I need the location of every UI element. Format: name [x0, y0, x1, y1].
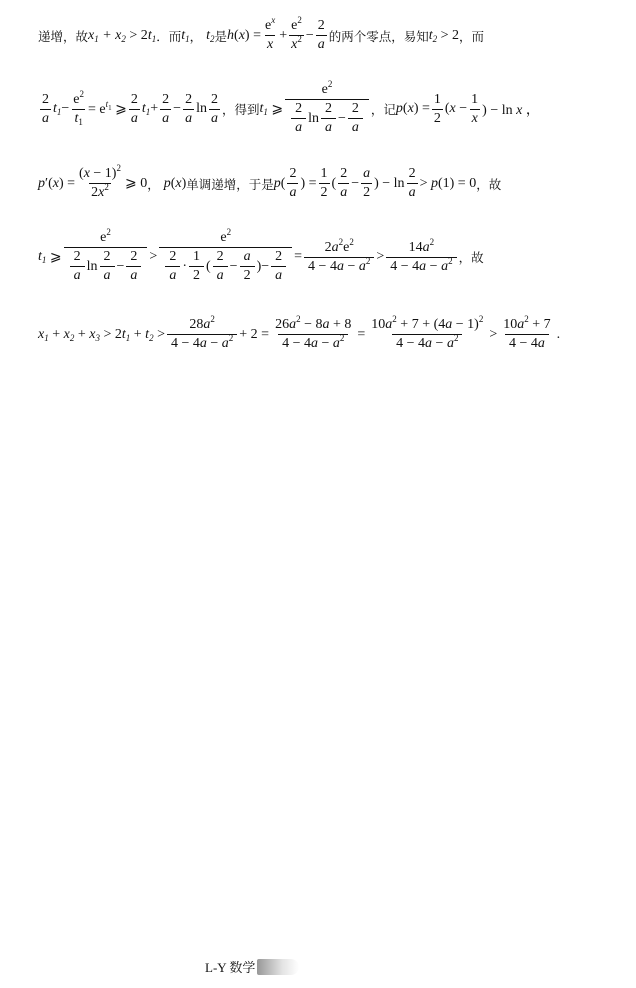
text-run: 是 — [214, 28, 228, 44]
text-run: ，故 — [458, 250, 484, 266]
formula: h(x) = — [227, 27, 261, 43]
fraction: $e^2$ $\frac{2}{a}$ ln $\frac{2}{a}$ − $\frac{2}{a}$ — [285, 82, 369, 136]
text-run: 的两个零点，易知 — [328, 28, 429, 44]
fraction: $\frac{2}{a}$ — [162, 91, 170, 126]
formula: $t_2$ — [206, 27, 215, 44]
text-run: ．而 — [156, 28, 182, 44]
fraction: $\frac{14a^2}{4 - 4a - a^2}$ — [386, 240, 456, 275]
formula: $t_2 > 2$ — [428, 27, 460, 44]
fraction: $\frac{2}{a}$ — [130, 91, 138, 126]
fraction: $\frac{2}{a}$ — [210, 91, 218, 126]
fraction: $\frac{2a^2e^2}{4 - 4a - a^2}$ — [304, 240, 374, 275]
fraction: $\frac{1}{2}$ — [433, 91, 441, 126]
fraction: $\frac{2}{a}$ — [408, 166, 416, 201]
fraction: $\frac{(x - 1)^2}{2x^2}$ — [79, 163, 121, 201]
fraction: $\frac{e^2}{t_1}$ — [73, 88, 85, 127]
math-line-5: $x_1 + x_2 + x_3 > 2t_1 + t_2$ > $\frac{28a^2}{4 - 4a - a^2}$ + 2 = $\frac{26a^2 - 8a + 8}{4 - 4a - a^2}$ = $\frac{10a^2 + 7 + (4a - 1)^2}{4 - 4a - a^2}$ > $\frac{10a^2 + 7}{4 - 4a}$ . — [38, 314, 561, 352]
fraction: $\frac{28a^2}{4 - 4a - a^2}$ — [167, 317, 237, 352]
math-line-2: $\frac{2}{a}$ $t_1$ − $\frac{e^2}{t_1}$ = $e^{t_1}$ ⩾ $\frac{2}{a}$ $t_1$ + $\frac{2}{a}$ − $\frac{2}{a}$ ln $\frac{2}{a}$ ，得到 $t_1$ ⩾ $e^2$ $\frac{2}{a}$ ln $\frac{2}{a}$ − $\frac{2}{a}$ ，记 p(x) = $\frac{1}{2}$ (x − $\frac{1}{x}$ ) − ln x ， — [42, 79, 540, 136]
text-run: 单调递增，于是 — [186, 176, 274, 192]
math-line-4: $t_1$ ⩾ $e^2$ $\frac{2}{a}$ ln $\frac{2}{a}$ − $\frac{2}{a}$ > $e^2$ $\frac{2}{a}$ · $\frac{1}{2}$ ( $\frac{2}{a}$ − $\frac{a}{2}$ )− $\frac{2}{a}$ = $\frac{2a^2e^2}{4 - 4a - a^2}$ > $\frac{14a^2}{4 - 4a - a^2}$ ，故 — [38, 227, 484, 284]
footer-fade-mark — [257, 959, 299, 975]
fraction: $\frac{e^x}{x}$ — [264, 15, 276, 53]
fraction: $\frac{10a^2 + 7 + (4a - 1)^2}{4 - 4a - a^2}$ — [371, 314, 484, 352]
fraction: $e^2$ $\frac{2}{a}$ · $\frac{1}{2}$ ( $\frac{2}{a}$ − $\frac{a}{2}$ )− $\frac{2}{a}$ — [159, 230, 292, 284]
text-run: ，故 — [476, 176, 502, 192]
text-run: ， — [189, 28, 203, 44]
footer-label: L-Y 数学 — [205, 960, 256, 975]
fraction: $\frac{2}{a}$ — [185, 91, 193, 126]
fraction: $\frac{26a^2 - 8a + 8}{4 - 4a - a^2}$ — [275, 314, 352, 352]
text-run: ， — [147, 176, 160, 192]
fraction: $\frac{e^2}{x^2}$ — [291, 15, 302, 53]
fraction: $e^2$ $\frac{2}{a}$ ln $\frac{2}{a}$ − $\frac{2}{a}$ — [64, 230, 148, 284]
text-run: ，得到 — [221, 102, 260, 118]
page-footer — [205, 957, 299, 976]
fraction: $\frac{2}{a}$ — [289, 166, 297, 201]
fraction: $\frac{2}{a}$ — [317, 18, 325, 53]
math-line-3: p′(x) = $\frac{(x - 1)^2}{2x^2}$ ⩾ 0 ， p(x) 单调递增，于是 p ( $\frac{2}{a}$ ) = $\frac{1}{2}$ ( $\frac{2}{a}$ − $\frac{a}{2}$ ) − ln $\frac{2}{a}$ > p(1) = 0 ，故 — [38, 163, 502, 201]
fraction: $\frac{2}{a}$ — [42, 91, 49, 126]
formula: $x_1 + x_2 > 2t_1$ — [88, 27, 157, 44]
fraction: $\frac{10a^2 + 7}{4 - 4a}$ — [503, 314, 551, 352]
fraction: $\frac{1}{2}$ — [320, 166, 328, 201]
text-run: 递增，故 — [38, 28, 89, 44]
fraction: $\frac{2}{a}$ — [340, 166, 348, 201]
text-run: ，而 — [459, 28, 485, 44]
fraction: $\frac{1}{x}$ — [471, 91, 479, 126]
math-line-1: 递增，故 $x_1 + x_2 > 2t_1$ ．而 $t_1$ ， $t_2$ 是 h(x) = $\frac{e^x}{x}$ + $\frac{e^2}{x^2}$ − $\frac{2}{a}$ 的两个零点，易知 $t_2 > 2$ ，而 — [38, 15, 485, 53]
text-run: ，记 — [370, 102, 396, 118]
fraction: $\frac{a}{2}$ — [363, 166, 371, 201]
formula: $t_1$ — [181, 27, 190, 44]
